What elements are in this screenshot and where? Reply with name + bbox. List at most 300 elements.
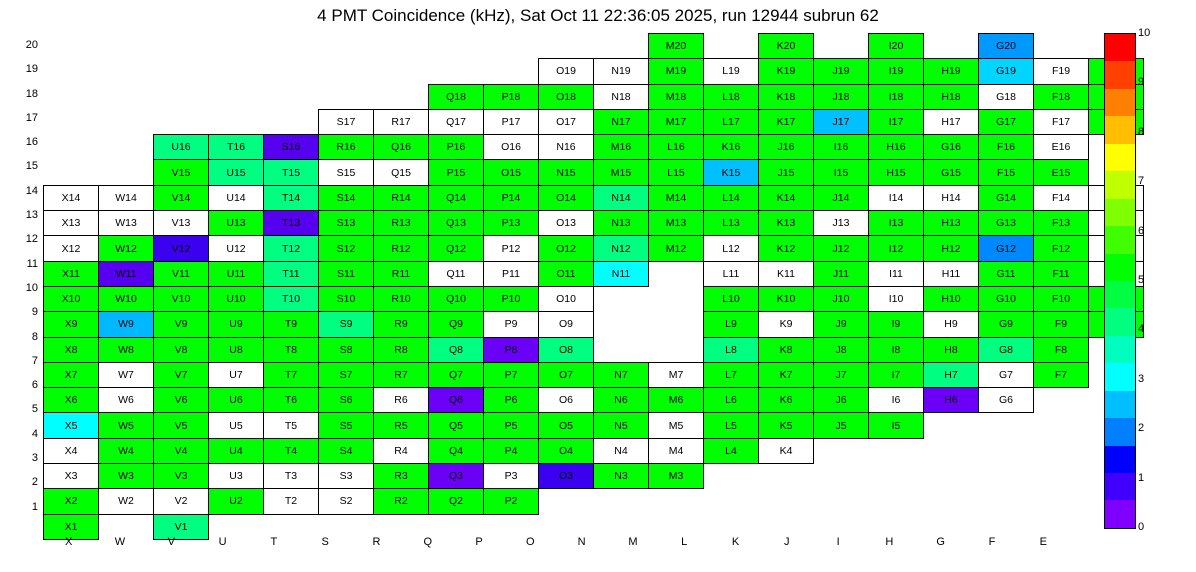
heatmap-cell[interactable]: Q11 (429, 261, 484, 286)
heatmap-cell[interactable]: X7 (44, 362, 99, 387)
heatmap-cell[interactable]: L8 (704, 337, 759, 362)
heatmap-cell[interactable]: T5 (264, 413, 319, 438)
heatmap-cell[interactable]: X10 (44, 286, 99, 311)
heatmap-cell[interactable]: O12 (539, 236, 594, 261)
heatmap-cell[interactable]: F14 (1034, 185, 1089, 210)
heatmap-cell[interactable]: G19 (979, 59, 1034, 84)
heatmap-cell[interactable]: R17 (374, 109, 429, 134)
heatmap-cell[interactable]: T2 (264, 489, 319, 514)
heatmap-cell[interactable]: T4 (264, 438, 319, 463)
heatmap-cell[interactable]: J19 (814, 59, 869, 84)
heatmap-cell[interactable]: H17 (924, 109, 979, 134)
heatmap-cell[interactable]: S9 (319, 312, 374, 337)
heatmap-cell[interactable]: W10 (99, 286, 154, 311)
heatmap-cell[interactable]: X14 (44, 185, 99, 210)
heatmap-cell[interactable]: G14 (979, 185, 1034, 210)
heatmap-cell[interactable]: K20 (759, 34, 814, 59)
heatmap-cell[interactable]: K15 (704, 160, 759, 185)
heatmap-cell[interactable]: L17 (704, 109, 759, 134)
heatmap-cell[interactable]: N4 (594, 438, 649, 463)
heatmap-cell[interactable]: S7 (319, 362, 374, 387)
heatmap-cell[interactable]: R5 (374, 413, 429, 438)
heatmap-cell[interactable]: P13 (484, 211, 539, 236)
heatmap-cell[interactable]: K12 (759, 236, 814, 261)
heatmap-cell[interactable]: V4 (154, 438, 209, 463)
heatmap-cell[interactable]: M19 (649, 59, 704, 84)
heatmap-cell[interactable]: W13 (99, 211, 154, 236)
heatmap-cell[interactable]: J12 (814, 236, 869, 261)
heatmap-cell[interactable]: K8 (759, 337, 814, 362)
heatmap-cell[interactable]: G13 (979, 211, 1034, 236)
heatmap-cell[interactable]: H8 (924, 337, 979, 362)
heatmap-cell[interactable]: I9 (869, 312, 924, 337)
heatmap-cell[interactable]: L4 (704, 438, 759, 463)
heatmap-cell[interactable]: U7 (209, 362, 264, 387)
heatmap-cell[interactable]: W5 (99, 413, 154, 438)
heatmap-cell[interactable]: R12 (374, 236, 429, 261)
y-tick-label: 1 (31, 500, 38, 513)
heatmap-cell[interactable]: V12 (154, 236, 209, 261)
heatmap-cell[interactable]: T14 (264, 185, 319, 210)
heatmap-cell[interactable]: H9 (924, 312, 979, 337)
heatmap-cell[interactable]: S14 (319, 185, 374, 210)
heatmap-cell[interactable]: S12 (319, 236, 374, 261)
heatmap-cell[interactable]: P5 (484, 413, 539, 438)
heatmap-cell[interactable]: I7 (869, 362, 924, 387)
heatmap-cell[interactable]: V9 (154, 312, 209, 337)
heatmap-cell[interactable]: R16 (319, 135, 374, 160)
heatmap-cell[interactable]: T10 (264, 286, 319, 311)
heatmap-cell[interactable]: S6 (319, 388, 374, 413)
heatmap-cell[interactable]: V15 (154, 160, 209, 185)
heatmap-cell[interactable]: N14 (594, 185, 649, 210)
heatmap-cell[interactable]: U6 (209, 388, 264, 413)
heatmap-cell[interactable]: J18 (814, 84, 869, 109)
heatmap-cell[interactable]: M17 (649, 109, 704, 134)
heatmap-cell[interactable]: K14 (759, 185, 814, 210)
heatmap-cell[interactable]: G7 (979, 362, 1034, 387)
heatmap-cell[interactable]: K5 (759, 413, 814, 438)
heatmap-cell[interactable]: R6 (374, 388, 429, 413)
heatmap-cell[interactable]: I17 (869, 109, 924, 134)
heatmap-cell[interactable]: N6 (594, 388, 649, 413)
heatmap-cell[interactable]: P6 (484, 388, 539, 413)
heatmap-cell[interactable]: H15 (869, 160, 924, 185)
heatmap-cell[interactable]: W6 (99, 388, 154, 413)
heatmap-cell[interactable]: V3 (154, 464, 209, 489)
heatmap-cell[interactable]: M4 (649, 438, 704, 463)
heatmap-cell[interactable]: L19 (704, 59, 759, 84)
heatmap-cell[interactable]: O11 (539, 261, 594, 286)
heatmap-cell[interactable]: G20 (979, 34, 1034, 59)
heatmap-cell[interactable]: M6 (649, 388, 704, 413)
heatmap-cell[interactable]: S17 (319, 109, 374, 134)
heatmap-cell[interactable]: V10 (154, 286, 209, 311)
heatmap-cell[interactable]: R2 (374, 489, 429, 514)
heatmap-cell[interactable]: X12 (44, 236, 99, 261)
heatmap-cell[interactable]: K13 (759, 211, 814, 236)
heatmap-row (44, 160, 1144, 185)
heatmap-cell[interactable]: J10 (814, 286, 869, 311)
heatmap-cell-empty (374, 59, 429, 84)
heatmap-cell[interactable]: H11 (924, 261, 979, 286)
heatmap-cell[interactable]: E16 (1034, 135, 1089, 160)
heatmap-cell[interactable]: I8 (869, 337, 924, 362)
heatmap-cell[interactable]: L13 (704, 211, 759, 236)
heatmap-cell[interactable]: M13 (649, 211, 704, 236)
heatmap-cell[interactable]: J9 (814, 312, 869, 337)
heatmap-cell[interactable]: U15 (209, 160, 264, 185)
heatmap-cell[interactable]: F16 (979, 135, 1034, 160)
heatmap-cell[interactable]: J13 (814, 211, 869, 236)
heatmap-cell[interactable]: I6 (869, 388, 924, 413)
heatmap-cell[interactable]: Q2 (429, 489, 484, 514)
heatmap-cell[interactable]: I11 (869, 261, 924, 286)
heatmap-cell[interactable]: K17 (759, 109, 814, 134)
heatmap-cell[interactable]: U10 (209, 286, 264, 311)
heatmap-cell[interactable]: R7 (374, 362, 429, 387)
heatmap-cell[interactable]: F12 (1034, 236, 1089, 261)
heatmap-cell[interactable]: E15 (1034, 160, 1089, 185)
heatmap-cell[interactable]: M16 (594, 135, 649, 160)
heatmap-cell[interactable]: F7 (1034, 362, 1089, 387)
heatmap-cell[interactable]: O17 (539, 109, 594, 134)
heatmap-cell[interactable]: K9 (759, 312, 814, 337)
heatmap-cell[interactable]: W11 (99, 261, 154, 286)
heatmap-cell[interactable]: M3 (649, 464, 704, 489)
heatmap-cell[interactable]: X4 (44, 438, 99, 463)
heatmap-cell[interactable]: O9 (539, 312, 594, 337)
heatmap-cell[interactable]: T8 (264, 337, 319, 362)
heatmap-cell[interactable]: S2 (319, 489, 374, 514)
heatmap-cell[interactable]: M14 (649, 185, 704, 210)
heatmap-cell[interactable]: G18 (979, 84, 1034, 109)
heatmap-cell[interactable]: V1 (154, 514, 209, 539)
heatmap-cell[interactable]: K19 (759, 59, 814, 84)
heatmap-cell[interactable]: N16 (539, 135, 594, 160)
heatmap-cell[interactable]: Q16 (374, 135, 429, 160)
heatmap-cell[interactable]: U13 (209, 211, 264, 236)
heatmap-cell-empty (924, 438, 979, 463)
heatmap-cell[interactable]: Q9 (429, 312, 484, 337)
heatmap-cell[interactable]: L5 (704, 413, 759, 438)
heatmap-table (43, 33, 1144, 540)
heatmap-cell[interactable]: T9 (264, 312, 319, 337)
heatmap-cell[interactable]: O15 (484, 160, 539, 185)
heatmap-cell[interactable]: X13 (44, 211, 99, 236)
heatmap-cell[interactable]: H14 (924, 185, 979, 210)
heatmap-cell[interactable]: P2 (484, 489, 539, 514)
heatmap-cell[interactable]: R3 (374, 464, 429, 489)
heatmap-cell[interactable]: O13 (539, 211, 594, 236)
heatmap-cell[interactable]: M20 (649, 34, 704, 59)
heatmap-cell-empty (319, 84, 374, 109)
heatmap-cell[interactable]: W8 (99, 337, 154, 362)
heatmap-cell[interactable]: F9 (1034, 312, 1089, 337)
heatmap-cell[interactable]: N18 (594, 84, 649, 109)
heatmap-cell[interactable]: P18 (484, 84, 539, 109)
heatmap-cell[interactable]: T13 (264, 211, 319, 236)
colorbar-tick-label: 2 (1138, 422, 1145, 435)
heatmap-cell[interactable]: M15 (594, 160, 649, 185)
heatmap-cell[interactable]: I14 (869, 185, 924, 210)
heatmap-cell[interactable]: U3 (209, 464, 264, 489)
heatmap-cell[interactable]: M7 (649, 362, 704, 387)
heatmap-cell[interactable]: X1 (44, 514, 99, 539)
heatmap-cell[interactable]: X3 (44, 464, 99, 489)
heatmap-cell[interactable]: I19 (869, 59, 924, 84)
heatmap-cell[interactable]: L18 (704, 84, 759, 109)
heatmap-cell[interactable]: W14 (99, 185, 154, 210)
heatmap-cell[interactable]: I16 (814, 135, 869, 160)
heatmap-cell[interactable]: U2 (209, 489, 264, 514)
heatmap-cell[interactable]: N15 (539, 160, 594, 185)
heatmap-cell[interactable]: J11 (814, 261, 869, 286)
heatmap-cell[interactable]: P14 (484, 185, 539, 210)
heatmap-cell[interactable]: O5 (539, 413, 594, 438)
heatmap-cell[interactable]: O19 (539, 59, 594, 84)
heatmap-cell[interactable]: W2 (99, 489, 154, 514)
heatmap-cell[interactable]: M18 (649, 84, 704, 109)
heatmap-cell[interactable]: Q17 (429, 109, 484, 134)
heatmap-cell[interactable]: P9 (484, 312, 539, 337)
heatmap-cell[interactable]: P11 (484, 261, 539, 286)
heatmap-cell[interactable]: S15 (319, 160, 374, 185)
heatmap-cell[interactable]: H18 (924, 84, 979, 109)
heatmap-cell[interactable]: H16 (869, 135, 924, 160)
colorbar-tick-label: 7 (1138, 175, 1145, 188)
heatmap-cell[interactable]: T11 (264, 261, 319, 286)
heatmap-cell[interactable]: R13 (374, 211, 429, 236)
heatmap-cell[interactable]: I10 (869, 286, 924, 311)
heatmap-cell[interactable]: N11 (594, 261, 649, 286)
heatmap-cell[interactable]: P8 (484, 337, 539, 362)
heatmap-cell[interactable]: R10 (374, 286, 429, 311)
heatmap-cell[interactable]: Q14 (429, 185, 484, 210)
heatmap-cell[interactable]: G11 (979, 261, 1034, 286)
heatmap-cell[interactable]: P15 (429, 160, 484, 185)
heatmap-cell[interactable]: U14 (209, 185, 264, 210)
heatmap-cell[interactable]: H12 (924, 236, 979, 261)
heatmap-cell[interactable]: J15 (759, 160, 814, 185)
heatmap-cell[interactable]: Q3 (429, 464, 484, 489)
heatmap-cell[interactable]: G16 (924, 135, 979, 160)
heatmap-cell[interactable]: U4 (209, 438, 264, 463)
heatmap-cell[interactable]: X11 (44, 261, 99, 286)
heatmap-cell[interactable]: Q12 (429, 236, 484, 261)
heatmap-cell[interactable]: S4 (319, 438, 374, 463)
heatmap-cell[interactable]: L9 (704, 312, 759, 337)
heatmap-cell[interactable]: M5 (649, 413, 704, 438)
heatmap-cell[interactable]: L15 (649, 160, 704, 185)
heatmap-cell[interactable]: J17 (814, 109, 869, 134)
heatmap-cell[interactable]: L16 (649, 135, 704, 160)
heatmap-cell[interactable]: P7 (484, 362, 539, 387)
heatmap-cell[interactable]: O14 (539, 185, 594, 210)
heatmap-cell[interactable]: P17 (484, 109, 539, 134)
heatmap-cell[interactable]: F19 (1034, 59, 1089, 84)
heatmap-cell[interactable]: J5 (814, 413, 869, 438)
heatmap-cell[interactable]: V13 (154, 211, 209, 236)
heatmap-cell[interactable]: M12 (649, 236, 704, 261)
heatmap-cell[interactable]: L12 (704, 236, 759, 261)
heatmap-cell[interactable]: H7 (924, 362, 979, 387)
heatmap-cell[interactable]: F10 (1034, 286, 1089, 311)
heatmap-cell[interactable]: H10 (924, 286, 979, 311)
heatmap-cell[interactable]: Q7 (429, 362, 484, 387)
heatmap-cell[interactable]: G17 (979, 109, 1034, 134)
heatmap-cell[interactable]: T12 (264, 236, 319, 261)
heatmap-cell[interactable]: P12 (484, 236, 539, 261)
heatmap-cell[interactable]: L7 (704, 362, 759, 387)
heatmap-cell[interactable]: F13 (1034, 211, 1089, 236)
heatmap-cell[interactable]: S16 (264, 135, 319, 160)
heatmap-cell[interactable]: X2 (44, 489, 99, 514)
heatmap-cell[interactable]: I12 (869, 236, 924, 261)
heatmap-cell[interactable]: J16 (759, 135, 814, 160)
heatmap-cell[interactable]: I20 (869, 34, 924, 59)
heatmap-cell[interactable]: Q8 (429, 337, 484, 362)
heatmap-cell[interactable]: U8 (209, 337, 264, 362)
heatmap-cell[interactable]: N5 (594, 413, 649, 438)
heatmap-cell[interactable]: V14 (154, 185, 209, 210)
heatmap-cell[interactable]: K7 (759, 362, 814, 387)
heatmap-cell[interactable]: P16 (429, 135, 484, 160)
heatmap-cell[interactable]: V5 (154, 413, 209, 438)
heatmap-cell[interactable]: F8 (1034, 337, 1089, 362)
heatmap-cell[interactable]: V2 (154, 489, 209, 514)
heatmap-cell[interactable]: R14 (374, 185, 429, 210)
heatmap-cell[interactable]: N3 (594, 464, 649, 489)
heatmap-cell[interactable]: S10 (319, 286, 374, 311)
heatmap-cell[interactable]: G15 (924, 160, 979, 185)
heatmap-cell[interactable]: Q15 (374, 160, 429, 185)
heatmap-cell[interactable]: K11 (759, 261, 814, 286)
heatmap-cell[interactable]: F11 (1034, 261, 1089, 286)
heatmap-cell[interactable]: S5 (319, 413, 374, 438)
heatmap-cell[interactable]: N19 (594, 59, 649, 84)
heatmap-cell[interactable]: Q6 (429, 388, 484, 413)
heatmap-cell[interactable]: L6 (704, 388, 759, 413)
heatmap-cell[interactable]: I15 (814, 160, 869, 185)
heatmap-cell[interactable]: X6 (44, 388, 99, 413)
heatmap-cell[interactable]: W7 (99, 362, 154, 387)
heatmap-cell[interactable]: T16 (209, 135, 264, 160)
heatmap-cell[interactable]: O18 (539, 84, 594, 109)
heatmap-cell[interactable]: S3 (319, 464, 374, 489)
heatmap-cell[interactable]: O7 (539, 362, 594, 387)
heatmap-cell[interactable]: L11 (704, 261, 759, 286)
heatmap-cell[interactable]: R4 (374, 438, 429, 463)
heatmap-cell[interactable]: N17 (594, 109, 649, 134)
heatmap-cell[interactable]: P4 (484, 438, 539, 463)
heatmap-cell[interactable]: K10 (759, 286, 814, 311)
heatmap-cell[interactable]: H6 (924, 388, 979, 413)
heatmap-cell[interactable]: K4 (759, 438, 814, 463)
heatmap-cell[interactable]: G10 (979, 286, 1034, 311)
heatmap-cell[interactable]: V8 (154, 337, 209, 362)
heatmap-cell[interactable]: Q13 (429, 211, 484, 236)
heatmap-cell[interactable]: V7 (154, 362, 209, 387)
heatmap-cell[interactable]: O8 (539, 337, 594, 362)
heatmap-cell[interactable]: U12 (209, 236, 264, 261)
heatmap-cell[interactable]: R8 (374, 337, 429, 362)
heatmap-cell[interactable]: K6 (759, 388, 814, 413)
heatmap-cell[interactable]: S13 (319, 211, 374, 236)
heatmap-cell[interactable]: I18 (869, 84, 924, 109)
heatmap-cell[interactable]: H13 (924, 211, 979, 236)
heatmap-cell[interactable]: T7 (264, 362, 319, 387)
heatmap-cell[interactable]: S11 (319, 261, 374, 286)
heatmap-cell[interactable]: L14 (704, 185, 759, 210)
heatmap-cell[interactable]: X9 (44, 312, 99, 337)
heatmap-cell[interactable]: I5 (869, 413, 924, 438)
heatmap-cell[interactable]: J8 (814, 337, 869, 362)
heatmap-cell[interactable]: X5 (44, 413, 99, 438)
heatmap-cell[interactable]: Q10 (429, 286, 484, 311)
heatmap-cell[interactable]: K18 (759, 84, 814, 109)
heatmap-cell[interactable]: N12 (594, 236, 649, 261)
heatmap-cell[interactable]: U5 (209, 413, 264, 438)
heatmap-cell[interactable]: W12 (99, 236, 154, 261)
heatmap-cell[interactable]: P3 (484, 464, 539, 489)
heatmap-cell[interactable]: Q18 (429, 84, 484, 109)
heatmap-cell[interactable]: O10 (539, 286, 594, 311)
heatmap-cell[interactable]: O16 (484, 135, 539, 160)
heatmap-cell[interactable]: O6 (539, 388, 594, 413)
heatmap-cell[interactable]: U9 (209, 312, 264, 337)
heatmap-cell[interactable]: U11 (209, 261, 264, 286)
heatmap-cell[interactable]: V6 (154, 388, 209, 413)
heatmap-cell[interactable]: R11 (374, 261, 429, 286)
heatmap-cell[interactable]: I13 (869, 211, 924, 236)
heatmap-cell[interactable]: N13 (594, 211, 649, 236)
heatmap-cell[interactable]: Q5 (429, 413, 484, 438)
heatmap-cell[interactable]: X8 (44, 337, 99, 362)
heatmap-cell[interactable]: Q4 (429, 438, 484, 463)
heatmap-cell-empty (44, 84, 99, 109)
heatmap-cell[interactable]: O4 (539, 438, 594, 463)
heatmap-cell[interactable]: J14 (814, 185, 869, 210)
heatmap-cell[interactable]: F17 (1034, 109, 1089, 134)
heatmap-cell[interactable]: J6 (814, 388, 869, 413)
heatmap-cell[interactable]: G8 (979, 337, 1034, 362)
heatmap-cell[interactable]: K16 (704, 135, 759, 160)
heatmap-cell[interactable]: J7 (814, 362, 869, 387)
heatmap-cell[interactable]: S8 (319, 337, 374, 362)
x-tick-label: J (784, 536, 790, 548)
heatmap-cell[interactable]: T15 (264, 160, 319, 185)
heatmap-cell[interactable]: F18 (1034, 84, 1089, 109)
heatmap-cell[interactable]: O3 (539, 464, 594, 489)
heatmap-cell[interactable]: T3 (264, 464, 319, 489)
heatmap-cell[interactable]: W9 (99, 312, 154, 337)
heatmap-cell[interactable]: W4 (99, 438, 154, 463)
heatmap-cell[interactable]: V11 (154, 261, 209, 286)
heatmap-cell[interactable]: N7 (594, 362, 649, 387)
heatmap-cell[interactable]: P10 (484, 286, 539, 311)
heatmap-cell[interactable]: H19 (924, 59, 979, 84)
heatmap-cell[interactable]: G9 (979, 312, 1034, 337)
heatmap-cell[interactable]: R9 (374, 312, 429, 337)
heatmap-cell[interactable]: G6 (979, 388, 1034, 413)
heatmap-cell[interactable]: T6 (264, 388, 319, 413)
heatmap-cell[interactable]: G12 (979, 236, 1034, 261)
heatmap-cell[interactable]: F15 (979, 160, 1034, 185)
heatmap-cell[interactable]: W3 (99, 464, 154, 489)
heatmap-cell[interactable]: U16 (154, 135, 209, 160)
heatmap-cell[interactable]: L10 (704, 286, 759, 311)
